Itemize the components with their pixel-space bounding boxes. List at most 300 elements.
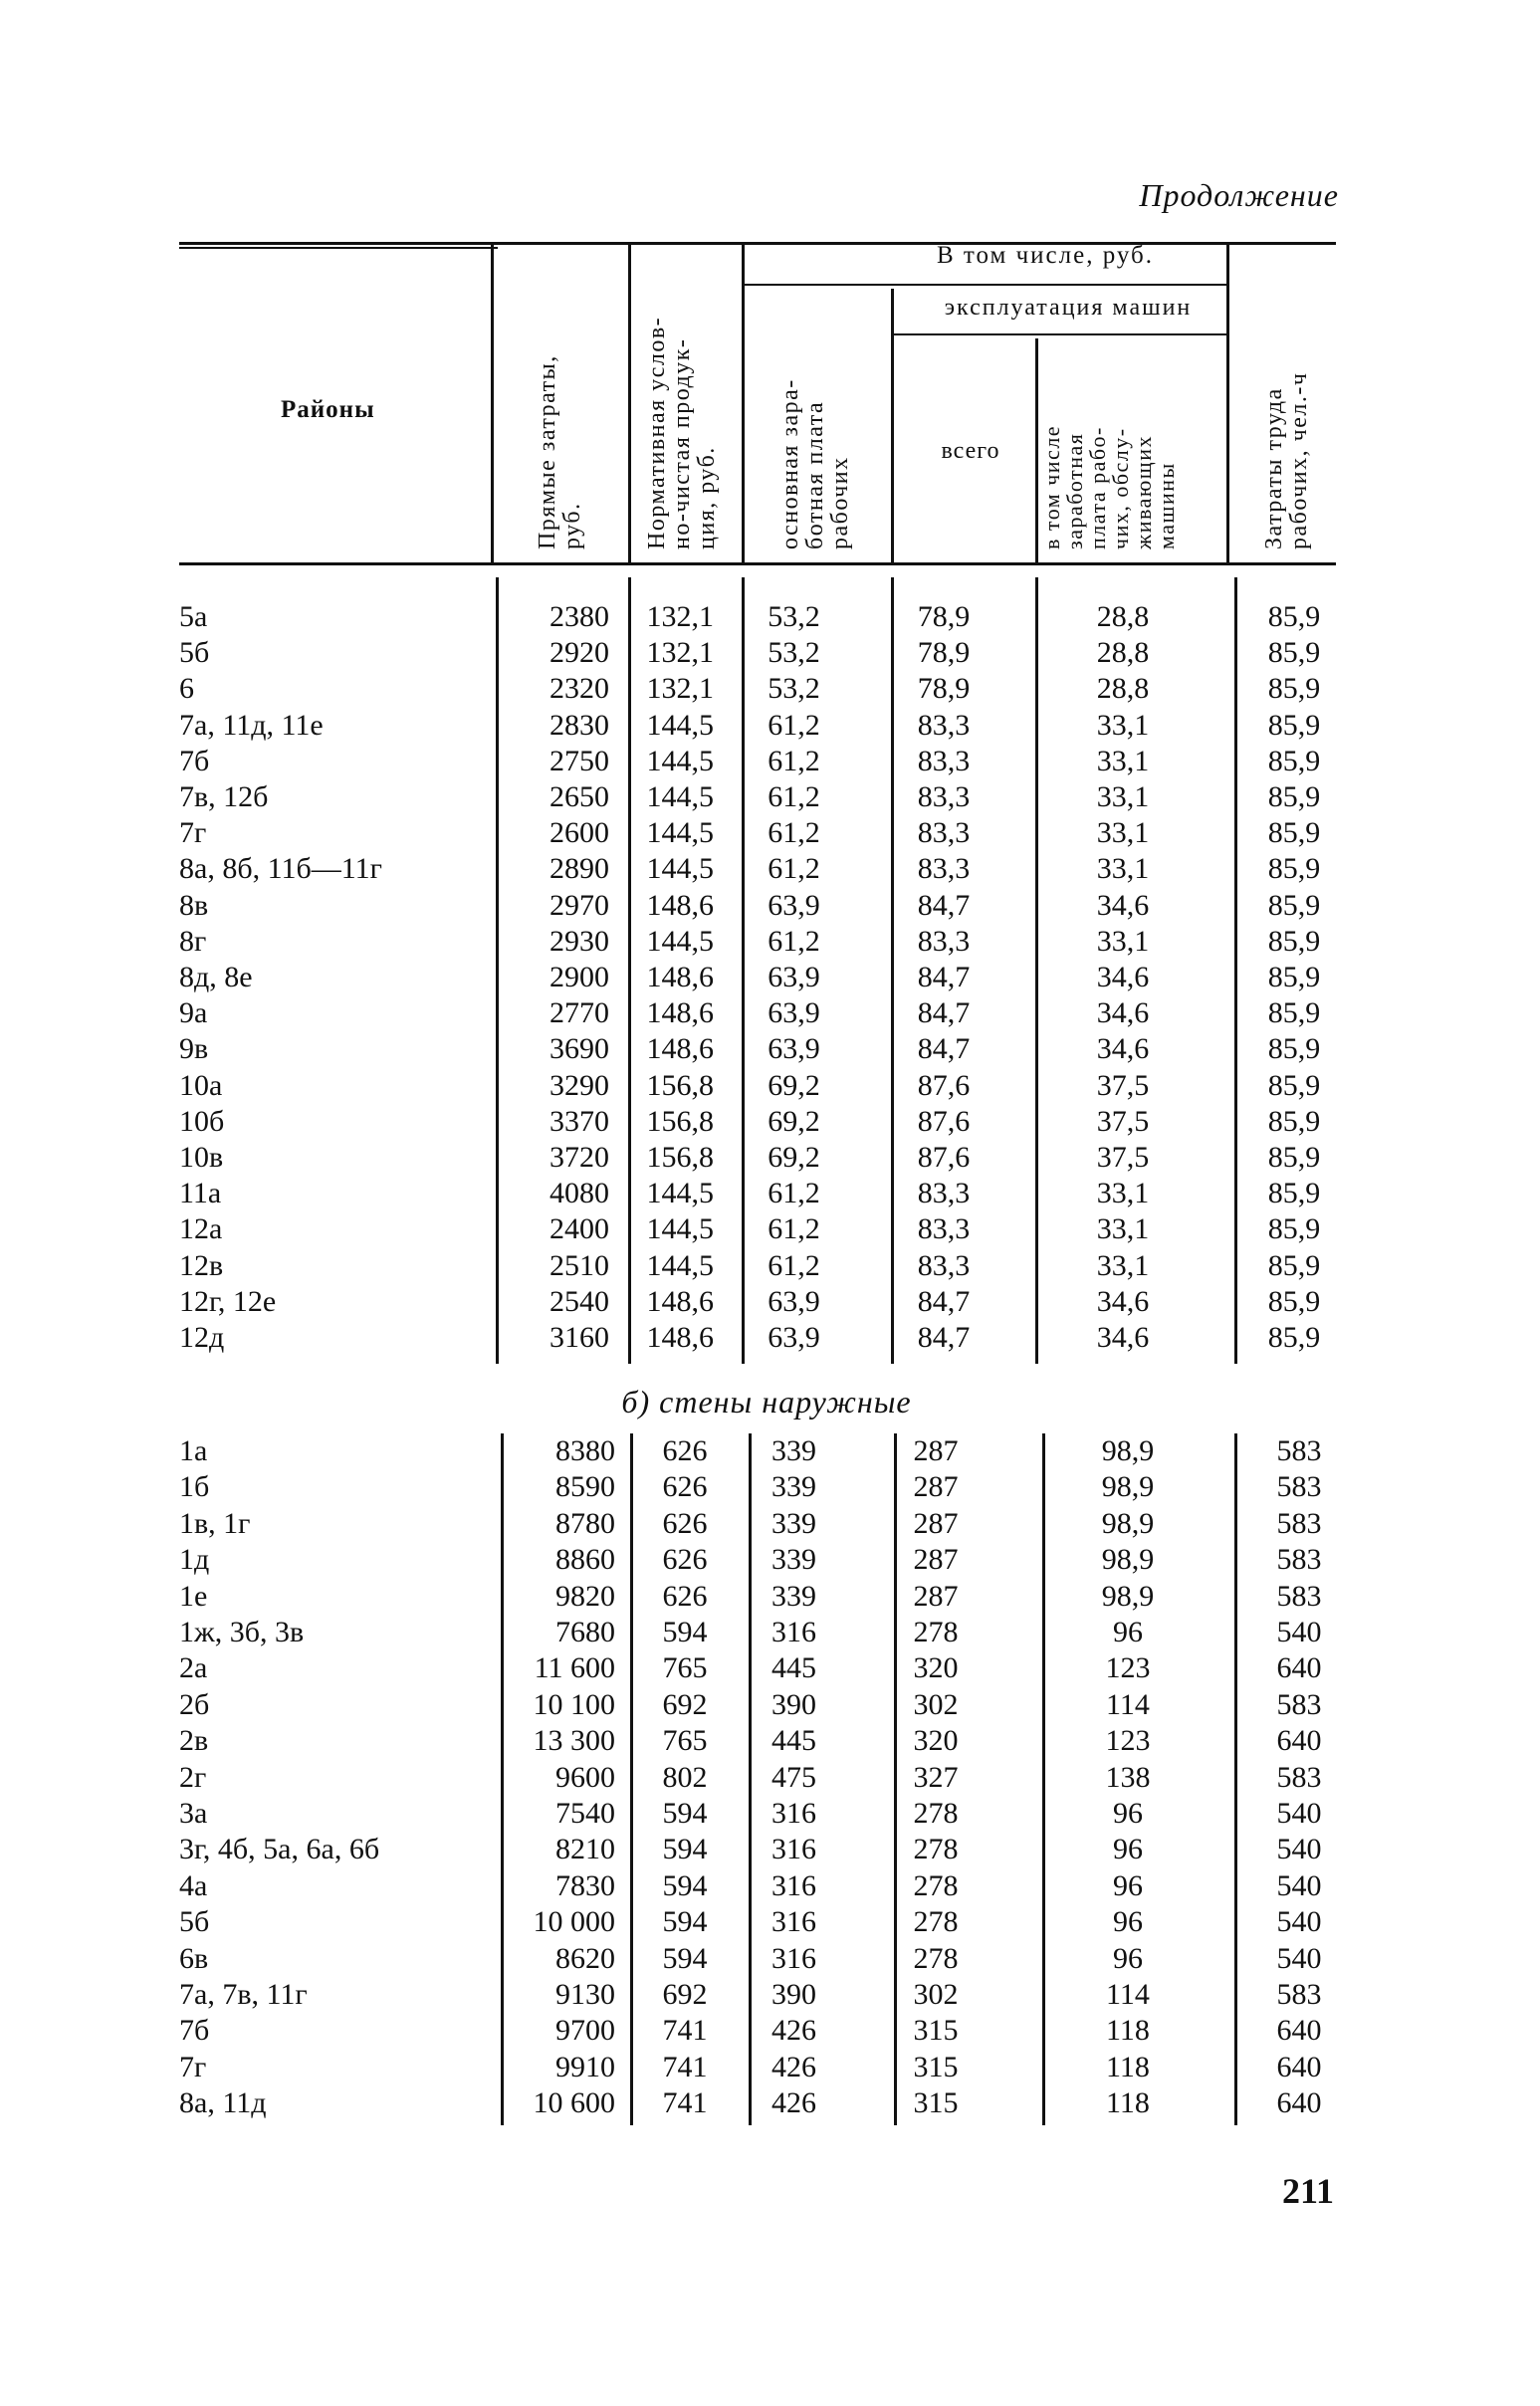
row-region: 2а xyxy=(179,1651,208,1685)
row-value: 594 xyxy=(662,1868,708,1902)
row-value: 475 xyxy=(771,1760,816,1794)
row-value: 85,9 xyxy=(1267,961,1321,993)
row-region: 12г, 12е xyxy=(179,1284,277,1318)
row-value: 8210 xyxy=(555,1833,615,1866)
row-value: 61,2 xyxy=(768,708,820,742)
header-ekspluatatsiya-mashin: эксплуатация машин xyxy=(944,295,1193,321)
row-region: 8а, 8б, 11б—11г xyxy=(179,852,382,886)
row-value: 2930 xyxy=(550,924,609,958)
table-row xyxy=(179,1723,1344,1759)
row-value: 278 xyxy=(913,1797,959,1830)
row-value: 85,9 xyxy=(1267,1321,1321,1354)
row-value: 594 xyxy=(662,1616,708,1648)
header-zatraty-truda: Затраты труда рабочих, чел.-ч xyxy=(1261,371,1312,549)
row-value: 37,5 xyxy=(1096,1141,1150,1174)
row-value: 118 xyxy=(1106,2050,1150,2083)
table-row xyxy=(179,744,1344,779)
row-value: 11 600 xyxy=(534,1651,615,1685)
row-value: 316 xyxy=(771,1868,816,1902)
row-value: 2380 xyxy=(550,600,609,633)
row-value: 85,9 xyxy=(1267,816,1321,850)
row-value: 98,9 xyxy=(1101,1506,1155,1540)
row-value: 85,9 xyxy=(1267,1248,1321,1282)
row-region: 4а xyxy=(179,1868,208,1902)
row-value: 626 xyxy=(662,1543,708,1577)
row-value: 8620 xyxy=(555,1941,615,1975)
row-region: 2в xyxy=(179,1724,209,1758)
row-value: 98,9 xyxy=(1101,1434,1155,1467)
row-region: 7г xyxy=(179,2050,207,2083)
row-value: 148,6 xyxy=(646,1032,714,1066)
header-bottom-rule xyxy=(179,562,1336,565)
row-value: 34,6 xyxy=(1096,996,1150,1030)
row-region: 12а xyxy=(179,1212,223,1246)
row-value: 61,2 xyxy=(768,744,820,777)
row-value: 2600 xyxy=(550,816,609,850)
row-region: 1ж, 3б, 3в xyxy=(179,1616,305,1648)
row-value: 692 xyxy=(662,1978,708,2011)
row-value: 85,9 xyxy=(1267,852,1321,886)
row-value: 540 xyxy=(1276,1868,1322,1902)
row-value: 144,5 xyxy=(646,924,714,958)
table-row xyxy=(179,1687,1344,1723)
row-value: 302 xyxy=(913,1687,959,1721)
table-row xyxy=(179,815,1344,851)
row-region: 1а xyxy=(179,1434,208,1467)
table-row xyxy=(179,1031,1344,1067)
row-region: 5б xyxy=(179,636,210,670)
row-value: 426 xyxy=(771,2086,816,2120)
header-v-tom-chisle: В том числе, руб. xyxy=(936,242,1155,269)
row-value: 96 xyxy=(1113,1797,1143,1830)
row-value: 540 xyxy=(1276,1616,1322,1648)
header-zarplata-obsluzhivayushchikh: в том числе заработная плата рабо- чих, обслу- живающих машины xyxy=(1039,424,1179,549)
row-value: 7540 xyxy=(555,1797,615,1830)
row-value: 583 xyxy=(1276,1470,1322,1504)
row-value: 316 xyxy=(771,1941,816,1975)
table-row xyxy=(179,2013,1344,2049)
table-row xyxy=(179,1650,1344,1686)
row-value: 9910 xyxy=(555,2050,615,2083)
row-value: 626 xyxy=(662,1506,708,1540)
row-region: 1д xyxy=(179,1543,210,1577)
continuation-label: Продолжение xyxy=(1139,177,1339,213)
table-row xyxy=(179,960,1344,995)
row-value: 2900 xyxy=(550,961,609,993)
row-value: 98,9 xyxy=(1101,1470,1155,1504)
table-row xyxy=(179,2050,1344,2085)
row-value: 640 xyxy=(1276,1724,1322,1758)
row-value: 7680 xyxy=(555,1616,615,1648)
row-value: 78,9 xyxy=(917,600,971,633)
row-value: 3720 xyxy=(550,1141,609,1174)
table-row xyxy=(179,599,1344,635)
row-value: 144,5 xyxy=(646,852,714,886)
row-value: 8780 xyxy=(555,1506,615,1540)
row-value: 85,9 xyxy=(1267,708,1321,742)
row-value: 278 xyxy=(913,1616,959,1648)
row-value: 316 xyxy=(771,1833,816,1866)
table-row xyxy=(179,1615,1344,1650)
row-value: 84,7 xyxy=(917,1032,971,1066)
table-row xyxy=(179,708,1344,744)
row-value: 123 xyxy=(1105,1651,1151,1685)
row-value: 583 xyxy=(1276,1687,1322,1721)
row-value: 84,7 xyxy=(917,996,971,1030)
row-value: 34,6 xyxy=(1096,888,1150,922)
row-value: 594 xyxy=(662,1797,708,1830)
row-value: 85,9 xyxy=(1267,600,1321,633)
table-row xyxy=(179,779,1344,815)
row-value: 3160 xyxy=(550,1321,609,1354)
row-value: 287 xyxy=(913,1506,959,1540)
row-value: 96 xyxy=(1113,1833,1143,1866)
row-value: 8860 xyxy=(555,1543,615,1577)
row-value: 85,9 xyxy=(1267,1177,1321,1210)
header-pryamye-zatraty: Прямые затраты, руб. xyxy=(535,354,585,549)
row-value: 315 xyxy=(913,2014,959,2048)
row-value: 61,2 xyxy=(768,1177,820,1210)
header-divider-4 xyxy=(891,289,894,564)
row-value: 640 xyxy=(1276,2086,1322,2120)
table-row xyxy=(179,1506,1344,1542)
row-value: 583 xyxy=(1276,1543,1322,1577)
row-value: 2510 xyxy=(550,1248,609,1282)
row-value: 83,3 xyxy=(917,780,971,813)
table-row xyxy=(179,1868,1344,1904)
row-value: 83,3 xyxy=(917,1212,971,1246)
row-value: 13 300 xyxy=(533,1724,615,1758)
row-value: 315 xyxy=(913,2050,959,2083)
row-value: 96 xyxy=(1113,1941,1143,1975)
row-value: 33,1 xyxy=(1096,1177,1150,1210)
table-row xyxy=(179,1211,1344,1247)
row-value: 83,3 xyxy=(917,1248,971,1282)
table-row xyxy=(179,1248,1344,1284)
table-row xyxy=(179,1579,1344,1615)
row-value: 83,3 xyxy=(917,852,971,886)
row-region: 12в xyxy=(179,1248,224,1282)
row-region: 5а xyxy=(179,600,208,633)
row-value: 69,2 xyxy=(768,1068,820,1102)
row-value: 2750 xyxy=(550,744,609,777)
row-value: 78,9 xyxy=(917,672,971,706)
table-row xyxy=(179,851,1344,887)
row-value: 156,8 xyxy=(646,1104,714,1138)
row-value: 316 xyxy=(771,1797,816,1830)
section-b-title: б) стены наружные xyxy=(621,1384,912,1420)
row-value: 33,1 xyxy=(1096,780,1150,813)
header-vsego: всего xyxy=(941,438,1000,464)
table-row xyxy=(179,1760,1344,1796)
table-row xyxy=(179,1904,1344,1940)
row-region: 12д xyxy=(179,1321,225,1354)
row-value: 148,6 xyxy=(646,1321,714,1354)
row-value: 34,6 xyxy=(1096,961,1150,993)
row-value: 320 xyxy=(913,1724,959,1758)
row-value: 33,1 xyxy=(1096,924,1150,958)
row-value: 28,8 xyxy=(1096,600,1150,633)
row-value: 4080 xyxy=(550,1177,609,1210)
row-value: 98,9 xyxy=(1101,1579,1155,1613)
row-value: 96 xyxy=(1113,1616,1143,1648)
row-value: 156,8 xyxy=(646,1141,714,1174)
row-value: 69,2 xyxy=(768,1141,820,1174)
row-value: 63,9 xyxy=(768,1284,820,1318)
table-row xyxy=(179,1941,1344,1977)
row-region: 10а xyxy=(179,1068,223,1102)
row-value: 278 xyxy=(913,1868,959,1902)
row-value: 10 100 xyxy=(533,1687,615,1721)
table-top-rule-accent xyxy=(179,247,498,249)
row-value: 85,9 xyxy=(1267,1212,1321,1246)
row-value: 84,7 xyxy=(917,1321,971,1354)
table-row xyxy=(179,1284,1344,1320)
row-value: 53,2 xyxy=(768,672,820,706)
row-region: 8д, 8е xyxy=(179,961,253,993)
row-value: 583 xyxy=(1276,1434,1322,1467)
row-value: 741 xyxy=(662,2086,708,2120)
row-value: 320 xyxy=(913,1651,959,1685)
row-value: 2830 xyxy=(550,708,609,742)
row-value: 540 xyxy=(1276,1905,1322,1939)
row-value: 339 xyxy=(771,1434,816,1467)
row-value: 53,2 xyxy=(768,636,820,670)
table-row xyxy=(179,1433,1344,1469)
table-row xyxy=(179,995,1344,1031)
row-value: 63,9 xyxy=(768,996,820,1030)
row-region: 2б xyxy=(179,1687,210,1721)
row-value: 316 xyxy=(771,1616,816,1648)
row-value: 626 xyxy=(662,1579,708,1613)
row-value: 132,1 xyxy=(646,636,714,670)
row-value: 278 xyxy=(913,1833,959,1866)
row-value: 84,7 xyxy=(917,888,971,922)
row-value: 144,5 xyxy=(646,744,714,777)
row-value: 315 xyxy=(913,2086,959,2120)
row-value: 3290 xyxy=(550,1068,609,1102)
row-value: 63,9 xyxy=(768,1321,820,1354)
row-value: 34,6 xyxy=(1096,1032,1150,1066)
row-value: 626 xyxy=(662,1434,708,1467)
row-value: 9600 xyxy=(555,1760,615,1794)
row-value: 765 xyxy=(662,1724,708,1758)
row-value: 802 xyxy=(662,1760,708,1794)
row-region: 5б xyxy=(179,1905,210,1939)
row-region: 8а, 11д xyxy=(179,2086,267,2120)
row-value: 61,2 xyxy=(768,852,820,886)
row-value: 83,3 xyxy=(917,1177,971,1210)
row-value: 9700 xyxy=(555,2014,615,2048)
row-value: 144,5 xyxy=(646,1177,714,1210)
row-region: 2г xyxy=(179,1760,207,1794)
row-region: 8г xyxy=(179,924,207,958)
row-value: 583 xyxy=(1276,1506,1322,1540)
row-value: 2920 xyxy=(550,636,609,670)
row-value: 8590 xyxy=(555,1470,615,1504)
row-value: 33,1 xyxy=(1096,708,1150,742)
row-value: 132,1 xyxy=(646,600,714,633)
page-number: 211 xyxy=(1281,2171,1334,2211)
row-value: 87,6 xyxy=(917,1104,971,1138)
row-value: 148,6 xyxy=(646,888,714,922)
row-value: 765 xyxy=(662,1651,708,1685)
row-value: 85,9 xyxy=(1267,1104,1321,1138)
table-row xyxy=(179,1068,1344,1104)
row-value: 98,9 xyxy=(1101,1543,1155,1577)
row-value: 85,9 xyxy=(1267,1032,1321,1066)
header-subgroup-rule xyxy=(891,333,1226,335)
row-value: 61,2 xyxy=(768,1212,820,1246)
row-value: 7830 xyxy=(555,1868,615,1902)
row-region: 7а, 7в, 11г xyxy=(179,1978,308,2011)
row-value: 114 xyxy=(1106,1978,1150,2011)
row-value: 69,2 xyxy=(768,1104,820,1138)
row-value: 53,2 xyxy=(768,600,820,633)
row-value: 33,1 xyxy=(1096,852,1150,886)
table-row xyxy=(179,671,1344,707)
row-value: 85,9 xyxy=(1267,744,1321,777)
row-value: 2970 xyxy=(550,888,609,922)
row-value: 148,6 xyxy=(646,1284,714,1318)
row-value: 540 xyxy=(1276,1833,1322,1866)
row-value: 33,1 xyxy=(1096,1212,1150,1246)
table-row xyxy=(179,1796,1344,1832)
header-divider-6 xyxy=(1226,244,1229,564)
row-region: 1е xyxy=(179,1579,208,1613)
row-region: 6в xyxy=(179,1941,209,1975)
row-value: 148,6 xyxy=(646,961,714,993)
row-value: 316 xyxy=(771,1905,816,1939)
row-region: 3г, 4б, 5а, 6а, 6б xyxy=(179,1833,380,1866)
row-value: 9820 xyxy=(555,1579,615,1613)
row-region: 9а xyxy=(179,996,208,1030)
row-value: 85,9 xyxy=(1267,888,1321,922)
row-value: 84,7 xyxy=(917,1284,971,1318)
row-value: 339 xyxy=(771,1506,816,1540)
row-value: 10 600 xyxy=(533,2086,615,2120)
row-value: 10 000 xyxy=(533,1905,615,1939)
row-value: 741 xyxy=(662,2050,708,2083)
row-value: 339 xyxy=(771,1579,816,1613)
row-value: 339 xyxy=(771,1470,816,1504)
row-region: 7б xyxy=(179,2014,210,2048)
row-value: 640 xyxy=(1276,1651,1322,1685)
row-value: 63,9 xyxy=(768,961,820,993)
row-value: 85,9 xyxy=(1267,780,1321,813)
row-value: 37,5 xyxy=(1096,1104,1150,1138)
row-value: 287 xyxy=(913,1434,959,1467)
row-value: 278 xyxy=(913,1941,959,1975)
row-value: 287 xyxy=(913,1470,959,1504)
row-value: 594 xyxy=(662,1833,708,1866)
row-value: 640 xyxy=(1276,2050,1322,2083)
row-value: 3370 xyxy=(550,1104,609,1138)
row-value: 8380 xyxy=(555,1434,615,1467)
row-value: 78,9 xyxy=(917,636,971,670)
row-value: 741 xyxy=(662,2014,708,2048)
row-value: 132,1 xyxy=(646,672,714,706)
row-value: 85,9 xyxy=(1267,1284,1321,1318)
row-value: 2770 xyxy=(550,996,609,1030)
row-value: 144,5 xyxy=(646,1212,714,1246)
row-value: 87,6 xyxy=(917,1068,971,1102)
row-region: 6 xyxy=(179,672,194,706)
table-row xyxy=(179,635,1344,671)
row-region: 8в xyxy=(179,888,209,922)
row-value: 83,3 xyxy=(917,816,971,850)
row-value: 37,5 xyxy=(1096,1068,1150,1102)
row-value: 85,9 xyxy=(1267,1141,1321,1174)
row-value: 144,5 xyxy=(646,708,714,742)
row-value: 2890 xyxy=(550,852,609,886)
row-region: 7а, 11д, 11е xyxy=(179,708,324,742)
header-normativnaya-produktsiya: Нормативная услов- но-чистая продук- ция, руб. xyxy=(644,316,720,549)
row-value: 61,2 xyxy=(768,816,820,850)
row-value: 445 xyxy=(771,1724,816,1758)
row-value: 28,8 xyxy=(1096,636,1150,670)
row-value: 594 xyxy=(662,1941,708,1975)
row-value: 83,3 xyxy=(917,744,971,777)
row-value: 445 xyxy=(771,1651,816,1685)
table-row xyxy=(179,1977,1344,2013)
row-value: 540 xyxy=(1276,1941,1322,1975)
row-region: 7г xyxy=(179,816,207,850)
table-row xyxy=(179,1104,1344,1140)
header-rayony: Районы xyxy=(281,396,375,423)
row-value: 390 xyxy=(771,1978,816,2011)
row-value: 327 xyxy=(913,1760,959,1794)
table-row xyxy=(179,924,1344,960)
row-value: 540 xyxy=(1276,1797,1322,1830)
header-divider-2 xyxy=(628,244,631,564)
row-value: 2650 xyxy=(550,780,609,813)
row-value: 114 xyxy=(1106,1687,1150,1721)
header-osnovnaya-zarplata: основная зара- ботная плата рабочих xyxy=(777,378,853,549)
row-value: 3690 xyxy=(550,1032,609,1066)
row-value: 287 xyxy=(913,1543,959,1577)
row-value: 123 xyxy=(1105,1724,1151,1758)
row-value: 96 xyxy=(1113,1868,1143,1902)
row-value: 148,6 xyxy=(646,996,714,1030)
table-row xyxy=(179,1176,1344,1211)
row-value: 156,8 xyxy=(646,1068,714,1102)
row-value: 2400 xyxy=(550,1212,609,1246)
row-value: 85,9 xyxy=(1267,924,1321,958)
row-region: 3а xyxy=(179,1797,208,1830)
row-value: 118 xyxy=(1106,2086,1150,2120)
row-value: 85,9 xyxy=(1267,996,1321,1030)
row-value: 278 xyxy=(913,1905,959,1939)
row-value: 583 xyxy=(1276,1978,1322,2011)
row-value: 426 xyxy=(771,2014,816,2048)
row-value: 583 xyxy=(1276,1760,1322,1794)
row-value: 33,1 xyxy=(1096,744,1150,777)
row-value: 61,2 xyxy=(768,924,820,958)
row-value: 96 xyxy=(1113,1905,1143,1939)
row-value: 640 xyxy=(1276,2014,1322,2048)
row-region: 11а xyxy=(179,1177,222,1210)
row-value: 426 xyxy=(771,2050,816,2083)
row-value: 144,5 xyxy=(646,816,714,850)
row-value: 144,5 xyxy=(646,1248,714,1282)
row-region: 10в xyxy=(179,1141,224,1174)
header-divider-3 xyxy=(742,244,745,564)
table-row xyxy=(179,888,1344,924)
row-value: 28,8 xyxy=(1096,672,1150,706)
row-value: 33,1 xyxy=(1096,816,1150,850)
row-value: 61,2 xyxy=(768,1248,820,1282)
